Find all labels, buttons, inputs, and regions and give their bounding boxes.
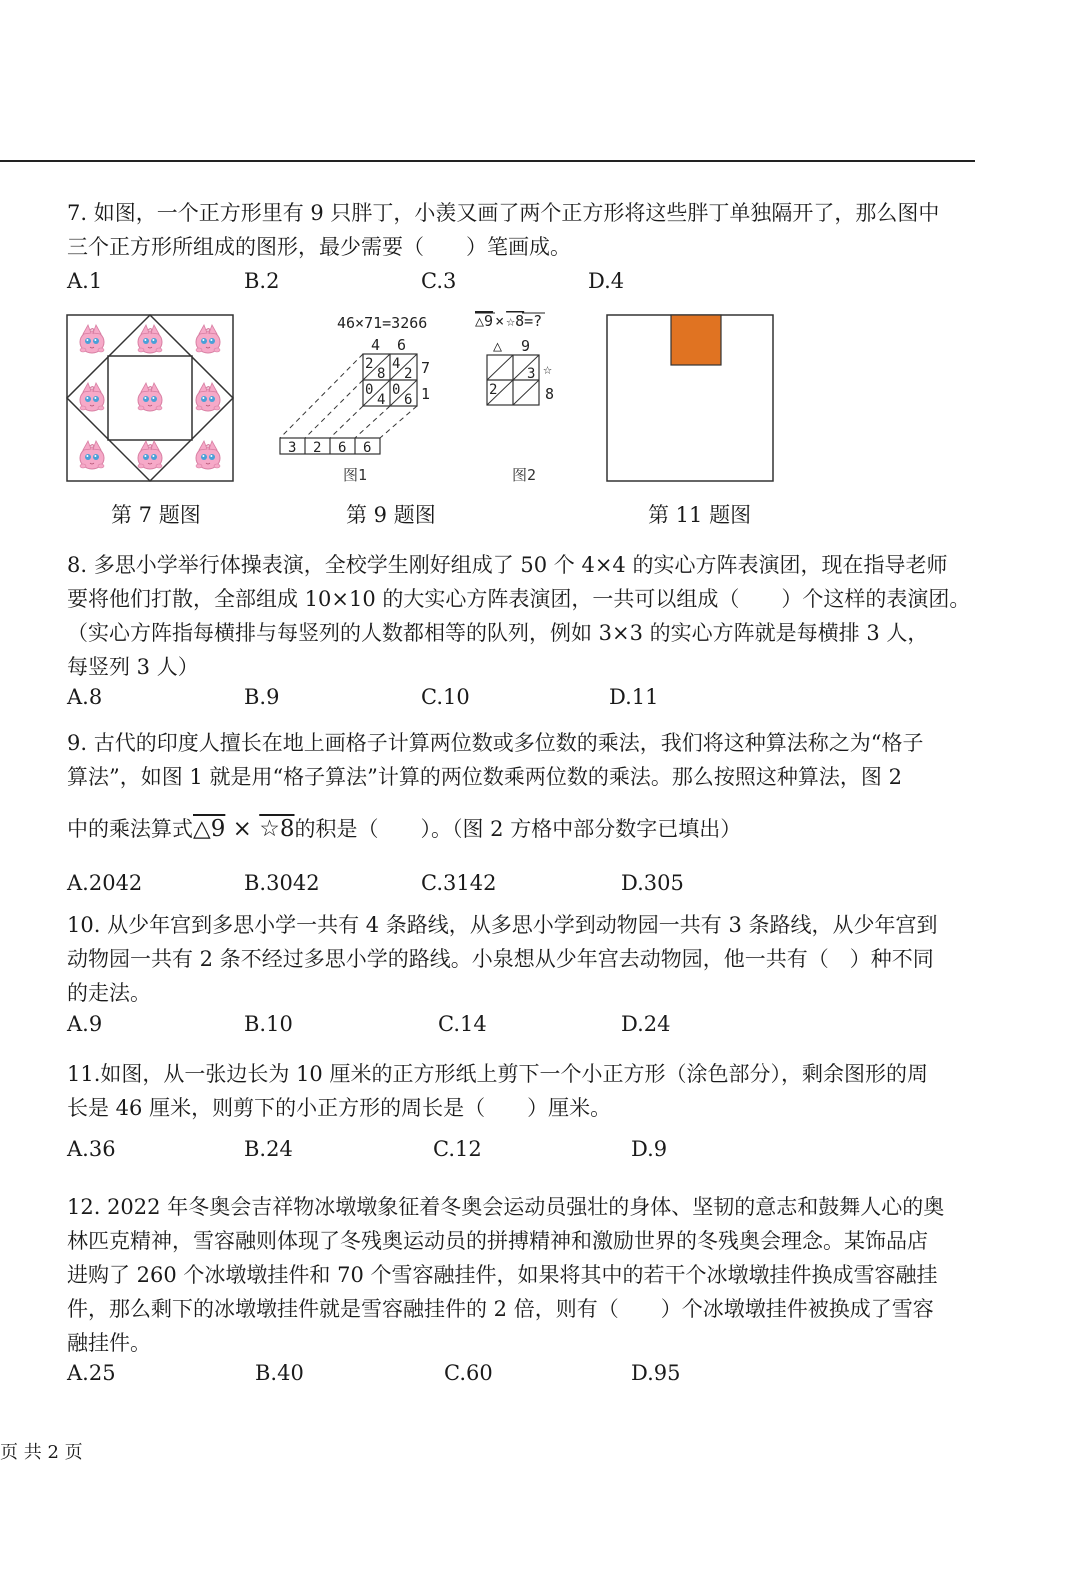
q10-option-a: A.9	[67, 1012, 103, 1036]
question-9	[67, 726, 977, 794]
fig9-right2-digit: 8	[545, 385, 555, 403]
header-rule	[0, 160, 975, 162]
question-7	[67, 196, 977, 264]
fig9-right2-digit: ☆	[543, 360, 553, 378]
q11-option-a: A.36	[67, 1137, 116, 1161]
q9-overline-term-2: ☆8	[259, 816, 295, 842]
fig9-result-digit: 6	[338, 440, 347, 456]
q11-option-b: B.24	[244, 1137, 293, 1161]
q9-option-b: B.3042	[244, 871, 320, 895]
q9-line-2: 算法”，如图 1 就是用“格子算法”计算的两位数乘两位数的乘法。那么按照这种算法，图 2	[67, 765, 902, 789]
q7-option-d: D.4	[588, 269, 625, 293]
q10-option-b: B.10	[244, 1012, 293, 1036]
fig9-cell2-digit: 3	[527, 366, 536, 382]
fig9-top-digit: 6	[397, 336, 407, 354]
q9-option-c: C.3142	[421, 871, 497, 895]
fig9-equation-1: 46×71=3266	[337, 314, 428, 332]
fig9-eq2-times: ×	[495, 312, 505, 330]
fig9-result-digit: 6	[363, 440, 372, 456]
q9-line-1: 9. 古代的印度人擅长在地上画格子计算两位数或多位数的乘法，我们将这种算法称之为“格子	[67, 731, 924, 755]
jigglypuff-icon	[138, 325, 162, 353]
fig7-caption: 第 7 题图	[111, 503, 201, 527]
fig9-label-2: 图2	[512, 466, 537, 484]
question-10	[67, 908, 977, 1010]
q8-line-4: 每竖列 3 人）	[67, 655, 199, 679]
page-footer: 页 共 2 页	[0, 1442, 83, 1463]
q10-line-3: 的走法。	[67, 981, 151, 1005]
q9-line-3	[67, 812, 977, 846]
q11-line-2: 长是 46 厘米，则剪下的小正方形的周长是（ ）厘米。	[67, 1096, 612, 1120]
q8-option-a: A.8	[67, 685, 103, 709]
jigglypuff-icon	[138, 383, 162, 411]
fig9-right-digit: 7	[421, 359, 431, 377]
fig9-cell-digit: 0	[392, 382, 401, 398]
q7-option-b: B.2	[244, 269, 280, 293]
jigglypuff-icon	[196, 325, 220, 353]
fig9-label-1: 图1	[343, 466, 368, 484]
fig9-equation-2	[475, 312, 542, 330]
q10-line-1: 10. 从少年宫到多思小学一共有 4 条路线，从多思小学到动物园一共有 3 条路线，从少年宫到	[67, 913, 938, 937]
q9-times-sign: ×	[225, 816, 260, 842]
fig9-cell-digit: 4	[392, 356, 401, 372]
q12-line-3: 进购了 260 个冰墩墩挂件和 70 个雪容融挂件，如果将其中的若干个冰墩墩挂件换成雪容融挂	[67, 1263, 938, 1287]
q12-option-a: A.25	[67, 1361, 116, 1385]
question-11	[67, 1057, 977, 1125]
q12-option-c: C.60	[444, 1361, 493, 1385]
q9-overline-term-1: △9	[193, 816, 226, 842]
q7-line-2: 三个正方形所组成的图形，最少需要（ ）笔画成。	[67, 235, 571, 259]
fig9-cell2-digit: 2	[489, 382, 498, 398]
fig9-eq2-a: △9	[475, 312, 494, 330]
q8-option-c: C.10	[421, 685, 470, 709]
q11-option-d: D.9	[631, 1137, 668, 1161]
q7-option-c: C.3	[421, 269, 457, 293]
fig9-cell-digit: 2	[404, 366, 413, 382]
q11-option-c: C.12	[433, 1137, 482, 1161]
jigglypuff-icon	[138, 441, 162, 469]
fig9-cell-digit: 8	[377, 366, 386, 382]
fig9-cell-digit: 0	[365, 382, 374, 398]
fig9-caption: 第 9 题图	[346, 503, 436, 527]
figure-11	[600, 310, 780, 488]
q12-line-1: 12. 2022 年冬奥会吉祥物冰墩墩象征着冬奥会运动员强壮的身体、坚韧的意志和鼓舞人心的奥	[67, 1195, 945, 1219]
q12-option-b: B.40	[255, 1361, 304, 1385]
q9-option-a: A.2042	[67, 871, 143, 895]
fig9-eq2-end: =?	[524, 312, 543, 330]
fig9-result-digit: 3	[288, 440, 297, 456]
q10-option-c: C.14	[438, 1012, 487, 1036]
q7-option-a: A.1	[67, 269, 103, 293]
jigglypuff-icon	[80, 441, 104, 469]
fig9-top-digit: 4	[371, 336, 381, 354]
q8-line-3: （实心方阵指每横排与每竖列的人数都相等的队列，例如 3×3 的实心方阵就是每横排 3 人，	[67, 621, 929, 645]
question-8	[67, 548, 977, 684]
fig11-caption: 第 11 题图	[648, 503, 752, 527]
q8-option-d: D.11	[609, 685, 659, 709]
jigglypuff-icon	[80, 383, 104, 411]
fig9-right-digit: 1	[421, 385, 431, 403]
q9-line-3-start: 中的乘法算式	[67, 817, 193, 841]
fig9-top2-digit: △	[493, 337, 503, 355]
q8-line-2: 要将他们打散，全部组成 10×10 的大实心方阵表演团，一共可以组成（ ）个这样的表演团。	[67, 587, 971, 611]
question-12	[67, 1190, 977, 1360]
q9-option-d: D.305	[621, 871, 684, 895]
q12-option-d: D.95	[631, 1361, 681, 1385]
fig9-top2-digit: 9	[521, 337, 531, 355]
q10-line-2: 动物园一共有 2 条不经过多思小学的路线。小泉想从少年宫去动物园，他一共有（ ）种不同	[67, 947, 934, 971]
fig9-cell-digit: 4	[377, 392, 386, 408]
q12-line-4: 件，那么剩下的冰墩墩挂件就是雪容融挂件的 2 倍，则有（ ）个冰墩墩挂件被换成了雪容	[67, 1297, 934, 1321]
figure-7	[60, 308, 240, 488]
q11-line-1: 11.如图，从一张边长为 10 厘米的正方形纸上剪下一个小正方形（涂色部分），剩余图形的周	[67, 1062, 928, 1086]
fig9-cell-digit: 6	[404, 392, 413, 408]
fig9-result-digit: 2	[313, 440, 322, 456]
jigglypuff-icon	[80, 325, 104, 353]
fig9-eq2-b: ☆8	[506, 312, 525, 330]
figure-9	[275, 308, 595, 488]
q9-line-3-end: 的积是（ ）。（图 2 方格中部分数字已填出）	[294, 817, 742, 841]
q8-option-b: B.9	[244, 685, 280, 709]
fig9-cell-digit: 2	[365, 356, 374, 372]
q7-line-1: 7. 如图，一个正方形里有 9 只胖丁，小羡又画了两个正方形将这些胖丁单独隔开了，那么图中	[67, 201, 940, 225]
jigglypuff-icon	[196, 383, 220, 411]
jigglypuff-icon	[196, 441, 220, 469]
q12-line-2: 林匹克精神，雪容融则体现了冬残奥运动员的拼搏精神和激励世界的冬残奥会理念。某饰品店	[67, 1229, 928, 1253]
fig11-cut-square	[671, 315, 721, 365]
q10-option-d: D.24	[621, 1012, 671, 1036]
q12-line-5: 融挂件。	[67, 1331, 151, 1355]
q8-line-1: 8. 多思小学举行体操表演，全校学生刚好组成了 50 个 4×4 的实心方阵表演团，现在指导老师	[67, 553, 948, 577]
